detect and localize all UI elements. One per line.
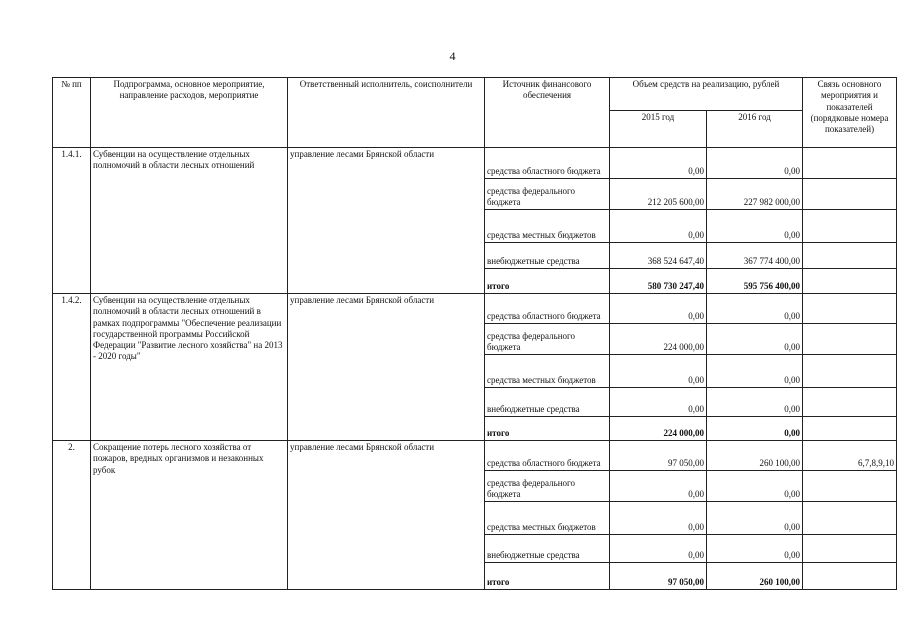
amount-2015: 580 730 247,40 (610, 269, 707, 294)
funding-source: внебюджетные средства (485, 243, 610, 269)
amount-2016: 0,00 (707, 148, 803, 179)
amount-2016: 227 982 000,00 (707, 179, 803, 210)
funding-source: средства областного бюджета (485, 148, 610, 179)
funding-source: средства местных бюджетов (485, 502, 610, 535)
total-label: итого (485, 269, 610, 294)
indicator-numbers (803, 294, 897, 324)
funding-table (52, 77, 897, 590)
indicator-numbers (803, 179, 897, 210)
total-label: итого (485, 563, 610, 590)
amount-2016: 0,00 (707, 535, 803, 563)
program-name: Субвенции на осуществление отдельных полномочий в области лесных отношений в рамках подпрограммы "Обеспечение реализации государственной программы Российской Федерации "Развитие лесного хозяйства" на 2013 - 2020 годы" (91, 294, 288, 441)
amount-2015: 0,00 (610, 148, 707, 179)
amount-2016: 0,00 (707, 355, 803, 388)
row-number: 1.4.2. (53, 294, 91, 441)
indicator-numbers (803, 269, 897, 294)
funding-source: средства местных бюджетов (485, 210, 610, 243)
indicator-numbers (803, 210, 897, 243)
row-number: 1.4.1. (53, 148, 91, 294)
amount-2016: 260 100,00 (707, 441, 803, 471)
amount-2015: 224 000,00 (610, 417, 707, 441)
program-name: Сокращение потерь лесного хозяйства от пожаров, вредных организмов и незаконных рубок (91, 441, 288, 590)
indicator-numbers (803, 388, 897, 417)
amount-2016: 0,00 (707, 324, 803, 355)
funding-source: средства областного бюджета (485, 441, 610, 471)
indicator-numbers (803, 417, 897, 441)
amount-2015: 0,00 (610, 210, 707, 243)
row-number: 2. (53, 441, 91, 590)
amount-2016: 0,00 (707, 471, 803, 502)
amount-2015: 0,00 (610, 535, 707, 563)
indicator-numbers (803, 243, 897, 269)
indicator-numbers (803, 471, 897, 502)
table-row (53, 148, 897, 179)
header-2015: 2015 год (610, 111, 707, 148)
funding-source: средства федерального бюджета (485, 324, 610, 355)
amount-2015: 0,00 (610, 355, 707, 388)
indicator-numbers (803, 148, 897, 179)
header-executor: Ответственный исполнитель, соисполнители (288, 78, 485, 148)
amount-2015: 97 050,00 (610, 563, 707, 590)
amount-2015: 0,00 (610, 502, 707, 535)
executor-name: управление лесами Брянской области (288, 441, 485, 590)
page-number: 4 (449, 49, 456, 63)
amount-2016: 0,00 (707, 210, 803, 243)
amount-2015: 212 205 600,00 (610, 179, 707, 210)
funding-source: внебюджетные средства (485, 535, 610, 563)
amount-2016: 0,00 (707, 417, 803, 441)
amount-2016: 0,00 (707, 388, 803, 417)
funding-source: средства местных бюджетов (485, 355, 610, 388)
header-num: № пп (53, 78, 91, 148)
indicator-numbers: 6,7,8,9,10 (803, 441, 897, 471)
amount-2015: 97 050,00 (610, 441, 707, 471)
funding-source: средства федерального бюджета (485, 471, 610, 502)
header-link: Связь основного мероприятия и показателей (порядковые номера показателей) (803, 78, 897, 148)
funding-source: средства областного бюджета (485, 294, 610, 324)
executor-name: управление лесами Брянской области (288, 294, 485, 441)
table-row (53, 441, 897, 471)
indicator-numbers (803, 563, 897, 590)
amount-2015: 0,00 (610, 388, 707, 417)
indicator-numbers (803, 324, 897, 355)
amount-2016: 0,00 (707, 294, 803, 324)
executor-name: управление лесами Брянской области (288, 148, 485, 294)
amount-2015: 0,00 (610, 294, 707, 324)
amount-2016: 367 774 400,00 (707, 243, 803, 269)
program-name: Субвенции на осуществление отдельных полномочий в области лесных отношений (91, 148, 288, 294)
header-2016: 2016 год (707, 111, 803, 148)
amount-2016: 595 756 400,00 (707, 269, 803, 294)
table-row (53, 294, 897, 324)
amount-2015: 0,00 (610, 471, 707, 502)
funding-source: внебюджетные средства (485, 388, 610, 417)
amount-2016: 0,00 (707, 502, 803, 535)
amount-2016: 260 100,00 (707, 563, 803, 590)
indicator-numbers (803, 355, 897, 388)
header-source: Источник финансового обеспечения (485, 78, 610, 148)
indicator-numbers (803, 502, 897, 535)
amount-2015: 368 524 647,40 (610, 243, 707, 269)
indicator-numbers (803, 535, 897, 563)
header-program: Подпрограмма, основное мероприятие, направление расходов, мероприятие (91, 78, 288, 148)
amount-2015: 224 000,00 (610, 324, 707, 355)
funding-source: средства федерального бюджета (485, 179, 610, 210)
total-label: итого (485, 417, 610, 441)
header-volume: Объем средств на реализацию, рублей (610, 78, 803, 111)
